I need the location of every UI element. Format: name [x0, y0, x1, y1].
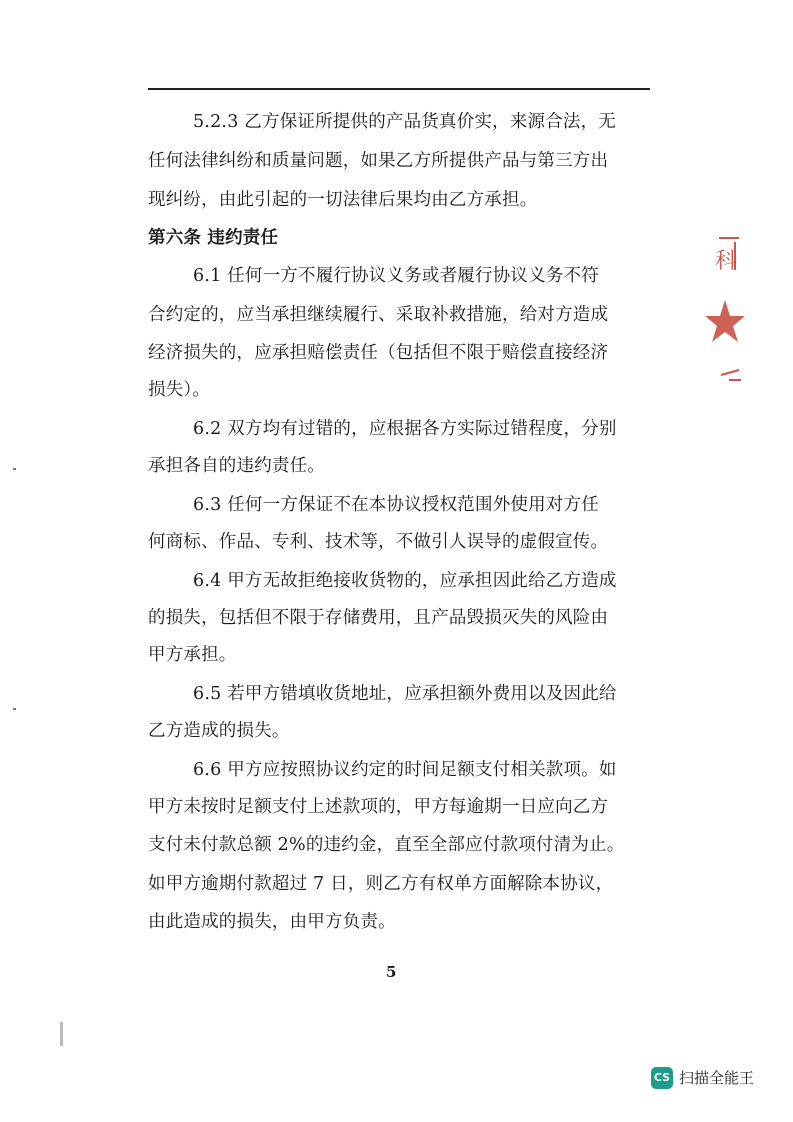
clause-6-4-line-3: 甲方承担。 [148, 645, 237, 665]
clause-6-4-line-1: 6.4 甲方无故拒绝接收货物的，应承担因此给乙方造成 [193, 571, 617, 591]
clause-6-5-line-1: 6.5 若甲方错填收货地址，应承担额外费用以及因此给 [193, 684, 617, 704]
clause-6-1-line-4: 损失）。 [148, 380, 211, 400]
camscanner-label: 扫描全能王 [679, 1069, 755, 1087]
clause-5-2-3-line-3: 现纠纷，由此引起的一切法律后果均由乙方承担。 [148, 190, 538, 210]
seal-stamp-fragment [705, 230, 745, 400]
clause-5-2-3-line-2: 任何法律纠纷和质量问题，如果乙方所提供产品与第三方出 [148, 151, 609, 171]
scan-mark [60, 1022, 63, 1046]
clause-6-1-line-2: 合约定的，应当承担继续履行、采取补救措施，给对方造成 [148, 305, 609, 325]
scan-mark [13, 468, 16, 470]
clause-6-6-line-5: 由此造成的损失，由甲方负责。 [148, 912, 396, 932]
header-rule [148, 88, 650, 90]
page-number: 5 [386, 963, 397, 981]
clause-6-6-line-4: 如甲方逾期付款超过 7 日，则乙方有权单方面解除本协议， [148, 874, 614, 894]
seal-star-icon [705, 300, 745, 342]
clause-6-1-line-3: 经济损失的，应承担赔偿责任（包括但不限于赔偿直接经济 [148, 343, 609, 363]
clause-6-4-line-2: 的损失，包括但不限于存储费用，且产品毁损灭失的风险由 [148, 608, 609, 628]
clause-5-2-3-line-1: 5.2.3 乙方保证所提供的产品货真价实，来源合法，无 [193, 112, 616, 132]
section-heading-article-6: 第六条 违约责任 [148, 228, 279, 248]
clause-6-3-line-1: 6.3 任何一方保证不在本协议授权范围外使用对方任 [193, 495, 599, 515]
clause-6-5-line-2: 乙方造成的损失。 [148, 721, 290, 741]
clause-6-2-line-2: 承担各自的违约责任。 [148, 456, 325, 476]
scan-mark [13, 708, 16, 710]
camscanner-logo-icon: CS [651, 1067, 673, 1089]
clause-6-3-line-2: 何商标、作品、专利、技术等，不做引人误导的虚假宣传。 [148, 532, 609, 552]
clause-6-6-line-3: 支付未付款总额 2%的违约金，直至全部应付款项付清为止。 [148, 835, 625, 855]
seal-char: 科 [715, 249, 738, 274]
clause-6-6-line-2: 甲方未按时足额支付上述款项的，甲方每逾期一日应向乙方 [148, 797, 609, 817]
clause-6-2-line-1: 6.2 双方均有过错的，应根据各方实际过错程度，分别 [193, 419, 617, 439]
clause-6-6-line-1: 6.6 甲方应按照协议约定的时间足额支付相关款项。如 [193, 760, 617, 780]
clause-6-1-line-1: 6.1 任何一方不履行协议义务或者履行协议义务不符 [193, 266, 599, 286]
